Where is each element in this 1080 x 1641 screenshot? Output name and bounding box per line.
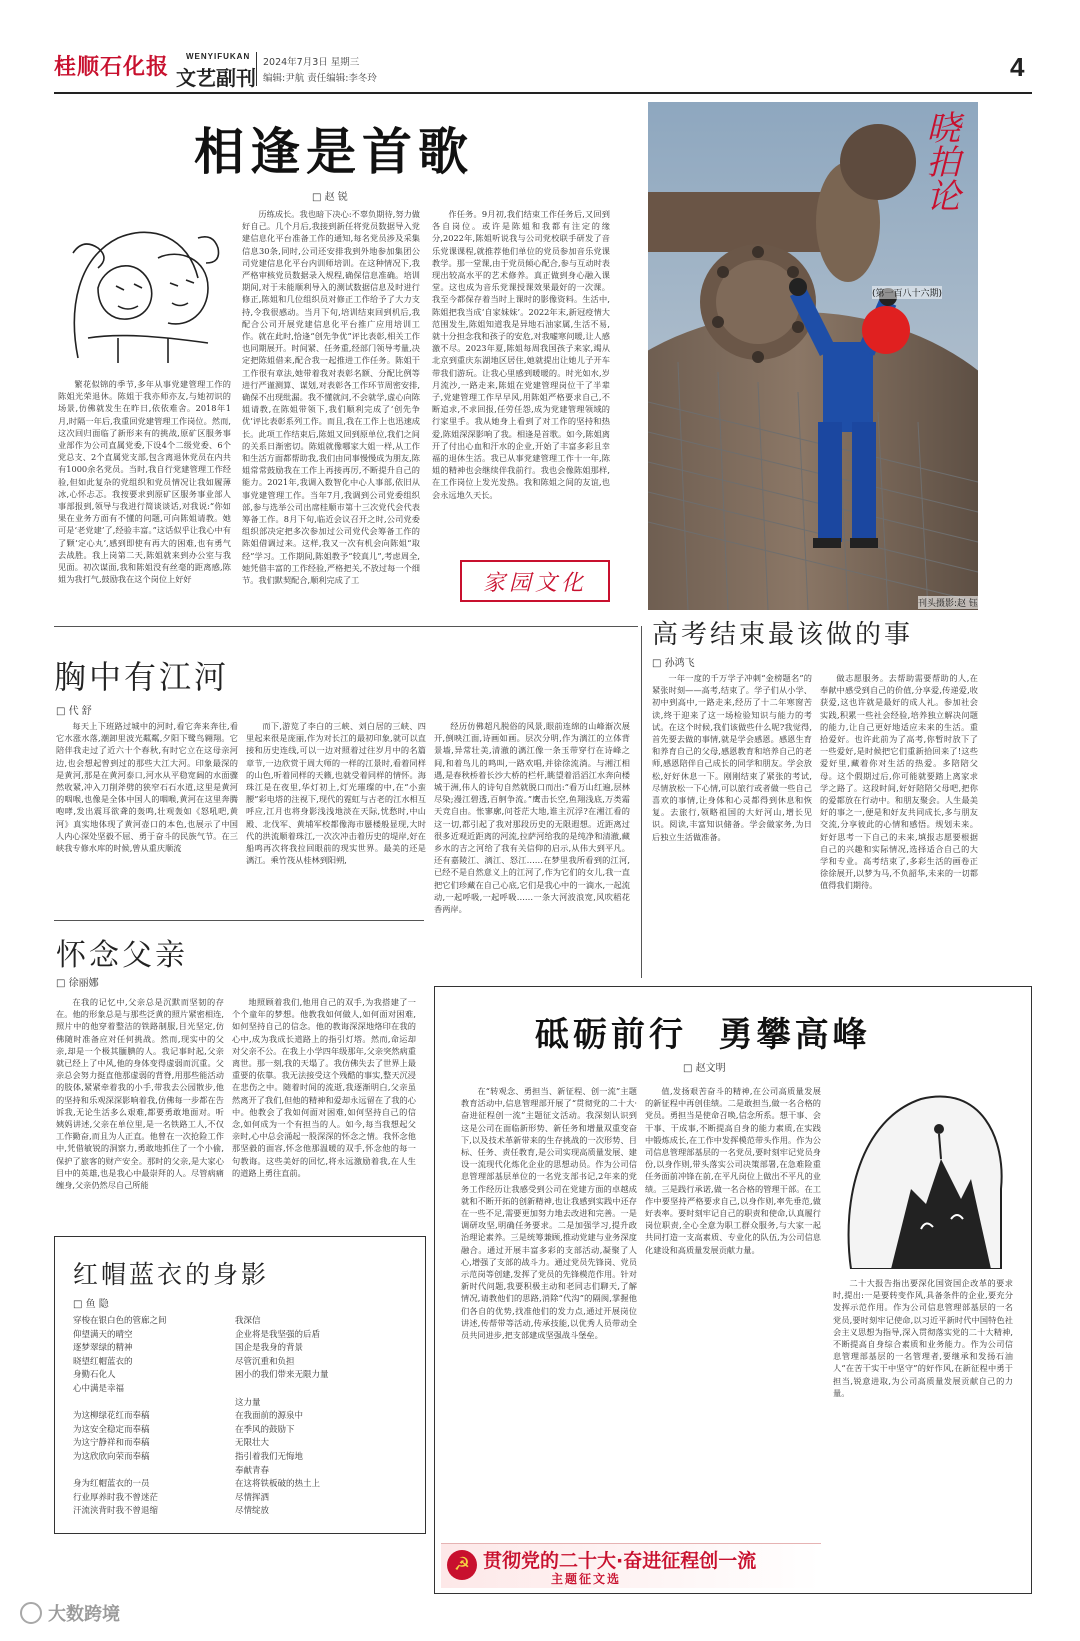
article-title: 相逢是首歌 [194,123,474,181]
article-column [242,208,420,613]
article-text: 地照顾着我们,他用自己的双手,为我搭建了一个个童年的梦想。他教我如何做人,如何面对困难,如何坚持自己的信念。他的教诲深深地烙印在我的心中,成为我成长道路上的指引灯塔。然而,命运却对父亲不公。在我上小学四年级那年,父亲突然病重离世。那一刻,我的天塌了。我仿佛失去了世界上最重要的依靠。我无法接受这个残酷的事实,整天沉浸在悲伤之中。随着时间的流逝,我逐渐明白,父亲虽然离开了我们,但他的精神和爱却永远留在了我的心中。他教会了我如何面对困难,如何坚持自己的信念,如何成为一个有担当的人。如今,每当我想起父亲时,心中总会涌起一股深深的怀念之情。我怀念他那坚毅的面容,怀念他那温暖的双手,怀念他的每一句教诲。这些美好的回忆,将永远激励着我,在人生的道路上勇往直前。 [232,997,416,1178]
poem-line: 晓望红帽蓝衣的 [73,1356,133,1367]
article-title: 砥砺前行 勇攀高峰 [535,1015,871,1055]
article-text: 作任务。9月初,我们结束工作任务后,又回到各自岗位。或许是陈姐和我都有注定的缘分,2022年,陈姐听说我与公司党校联手研发了音乐党课课程,就推荐他们单位的党员参加音乐党课教学。那一堂课,由于党员倾心配合,参与互动时表现出较高水平的艺术修养。真正做到身心融入课堂。这也成为音乐党课授课效果最好的一次课。我至今都保存着当时上课时的影像资料。生活中,陈姐把我当成‘自家妹妹’。2022年末,新冠疫情大范围发生,陈姐知道我是异地石油家属,生活不易,就十分担念我和孩子的安危,对我嘘寒问暖,让人感激不尽。2023年夏,陈姐每周我国孩子来家,竭从北京到重庆东湖地区居住,她就提出让她儿子开车带我们游玩。让我心里感到暖暖的。时光如水,岁月流沙,一路走来,陈姐在党建管理岗位干了半辈子,党建管理工作早早风,用陈姐严格要求自己,不断追求,不求回报,任劳任怨,成为党建管理领域的行家里手。我从她身上看到了对工作的坚持和热爱,陈姐深深影响了我。相逢是首歌。如今,陈姐离开了付出心血和汗水的企业,开始了丰富多彩且幸福的退休生活。我已从事党建管理工作十一年,陈姐的精神也会继续伴我前行。我也会像陈姐那样,在工作岗位上发光发热。我和陈姐之间的友谊,也会永远地久天长。 [432,209,610,500]
essay-box [434,986,1032,1594]
watermark-text: 大数跨境 [48,1604,120,1625]
article-byline: □ 代 舒 [56,706,92,717]
photo-column-issue: (第一百八十六期) [872,286,942,299]
article-text: 二十大报告指出要深化国资国企改革的要求时,提出:一是要转变作风,具备条件的企业,要充分发挥示范作用。作为公司信息管理部基层的一名党员,要时刻牢记使命,以习近平新时代中国特色社会主义思想为指导,深入贯彻落实党的二十大精神,不断提高自身综合素质和业务能力。作为公司信息管理部基层的一名管理者,要继承和发扬石油人“在苦干实干中坚守”的好作风,在新征程中勇于担当,锐意进取,为公司高质量发展贡献自己的力量。 [833,1278,1013,1398]
poem-line: 无限壮大 [235,1438,270,1449]
article-column [56,720,238,916]
section-name-en: WENYIFUKAN [186,52,251,61]
poem-line: 在这将铁板破的热土上 [235,1479,321,1490]
article-column [58,378,231,613]
poem-line: 奉献青春 [235,1465,270,1476]
article-title: 高考结束最该做的事 [652,620,914,650]
poem-line: 心中满是幸福 [73,1383,125,1394]
article-title: 胸中有江河 [54,658,230,696]
article-text: 值,发扬艰苦奋斗的精神,在公司高质量发展的新征程中再创佳绩。二是敢担当,做一名合格的党员。勇担当是使命召唤,信念所系。想干事、会干事、干成事,不断提高自身的能力素质,在实践中锻炼成长,在工作中发挥模范带头作用。作为公司信息管理部基层的一名党员,要时刻牢记党员身份,以身作则,带头落实公司决策部署,在急难险重任务面前冲锋在前,在平凡岗位上做出不平凡的业绩。三是践行承诺,做一名合格的管理干部。在工作中要坚持严格要求自己,以身作则,率先垂范,做好表率。要时刻牢记自己的职责和使命,认真履行岗位职责,全心全意为职工群众服务,与大家一起共同打造一支高素质、专业化的队伍,为公司信息化建设和高质量发展贡献力量。 [645,1086,821,1255]
party-emblem-icon: ☭ [447,1550,477,1580]
poem-left-stanza [73,1315,223,1519]
poem-line: 行业厚养时我不曾迷茫 [73,1492,159,1503]
poem-line: 为这安全稳定而奉稿 [73,1424,150,1435]
article-text: 繁花似锦的季节,多年从事党建管理工作的陈姐光荣退休。陈姐于我亦师亦友,与她初识的场景,仿佛就发生在昨日,依依难舍。2018年1月,时隔一年后,我重回党建管理工作岗位。然而,这次回归面临了新形来有的挑战,原矿区服务事业部作为公司直属党委,下设4个二级党委、6个党总支、2个直属党支部,包含离退休党员在内共有1000余名党员。当时,我自行党建管理工作经验,但如此复杂的党组织和党员情况让我如履薄冰,心怀忐忑。我按要求到原矿区服务事业部人事部报到,领导与我进行简谈谈话,对我说:“你如果在业务方面有不懂的问题,可向陈姐请教。她可是‘老党建’了,经验丰富。”这话似乎让我心中有了颗‘定心丸’,感到即使有再大的困难,也有勇气去战胜。我上岗第二天,陈姐就来到办公室与我见面。初次谋面,我和陈姐没有丝毫的距离感,陈姐为我打气,鼓励我在这个岗位上好好 [58,379,231,585]
poem-line: 困小的我们带来无限力量 [235,1370,329,1381]
article-column [246,720,426,916]
essay-banner [441,1543,821,1588]
article-text: 一年一度的千万学子冲刺“金榜题名”的紧张时刻——高考,结束了。学子们从小学、初中到高中,一路走来,经历了十二年寒窗苦读,终于迎来了这一场检验知识与能力的考试。在这个时候,我们该做些什么呢?我觉得,首先要去做的事情,就是学会感恩。感恩生育和养育自己的父母,感恩教育和培养自己的老师,感恩陪伴自己成长的同学和朋友。学会放松,好好休息一下。刚刚结束了紧张的考试,尽情放松一下心情,可以旅行或者做一些自己喜欢的事情,让身体和心灵都得到休息和恢复。去旅行,领略祖国的大好河山,增长见识。阅读,丰富知识储备。学会做家务,为日后独立生活做准备。 [652,673,812,842]
poem-line [235,1383,395,1397]
article-column [461,1085,637,1541]
poem-byline: □ 鱼 隐 [73,1299,109,1310]
poem-line: 身勤石化人 [73,1370,116,1381]
section-tag-text: 家园文化 [482,570,587,596]
poem-line: 汗流浃背时我不曾退缩 [73,1506,159,1517]
poem-line: 在季风的鼓励下 [235,1424,295,1435]
poem-line: 在我面前的源泉中 [235,1411,304,1422]
vertical-rule [641,626,642,978]
newspaper-logo: 桂顺石化报 [54,54,170,80]
article-byline: □ 徐丽娜 [56,978,99,989]
poem-line: 仰望满天的晴空 [73,1329,133,1340]
poem-line: 为这柳绿花红而奉稿 [73,1411,150,1422]
section-name: 文艺副刊 [176,66,256,90]
poem-line: 身为红帽蓝衣的一员 [73,1479,150,1490]
masthead-rule [54,92,1032,94]
article-column [432,208,610,550]
poem-line: 为这欣欣向荣而奉稿 [73,1451,150,1462]
article-text: 每天上下班路过城中的河时,看它奔来奔往,看它水涨水落,潮卸里波光粼粼,夕阳下鹭鸟翱翔。它陪伴我走过了近六十个春秋,有时它立在这母亲河边,也会想起曾到过的那些大江大河。印象最深的是黄河,那是在黄河泰口,河水从平稳宽阔的水面骤然收紧,冲入刀削斧劈的狭窄石石水道,这里是黄河的咽喉,也像是全体中国人的咽喉,黄河在这里奔腾咆哮,发出震耳欲聋的轰鸣,壮观轰如《怒吼吧,黄河》真实地体现了黄河壶口的本色,也展示了中国人内心深处坚毅不屈、勇于奋斗的民族气节。在三峡我专修水库的时候,曾从重庆顺流 [56,721,238,854]
article-column [652,672,812,974]
article-text: 历练成长。我也暗下决心:不辜负期待,努力做好自己。几个月后,我接到新任将党员数据导入党建信息化平台准备工作的通知,每名党员涉及采集信息30条,同时,公司还安排我到外地参加集团公司党建信息化平台内训师培训。在这种情况下,我严格审核党员数据录入规程,确保信息准确。培训期间,对于未能顺利导入的测试数据信息及时进行修正,陈姐和几位组织员对修正工作给予了大力支持,令我很感动。当月下旬,培训结束回到机后,我配合公司开展党建信息化平台推广应用培训工作。就在此时,恰逢“创先争优”评比表彰,相关工作也同期展开。时间紧、任务重,经部门领导考量,决定把陈姐借来,配合我一起推进工作任务。陈姐干工作很有章法,她带着我对表彰名额、分配比例等进行严谨测算、谋划,对表彰各工作环节周密安排,确保不出现纰漏。我不懂就问,不会就学,虚心向陈姐请教,在陈姐带领下,我们顺利完成了‘创先争优’评比表彰系列工作。而且,我在工作上也迅速成长。此项工作结束后,陈姐又回到原单位,我们之间的关系日渐密切。陈姐就像哪家大姐一样,从工作和生活方面都帮助我,我们由同事慢慢成为朋友,陈姐常常鼓励我在工作上再接再厉,不断提升自己的能力。2021年,我调入数智化中心人事部,依旧从事党建管理工作。当年7月,我调到公司党委组织部,参与选举公司出席桂顺市第十三次党代会代表筹备工作。8月下旬,临近会议召开之时,公司党委组织部决定把多次参加过公司党代会筹备工作的陈姐借调过来。这样,我又一次有机会向陈姐“取经”学习。工作期间,陈姐教予“较真儿”,考虑周全,她凭借丰富的工作经验,严格把关,不放过每一个细节。我们默契配合,顺利完成了工 [242,209,420,586]
article-text: 在“转观念、勇担当、新征程、创一流”主题教育活动中,信息管理部开展了“贯彻党的二十大·奋进征程创一流”主题征文活动。我深刻认识到这是公司在面临新形势、新任务和增量双重变奋下,以及技术革新带来的生存挑战的一次形势、目标、任务、责任教育,是公司实现高质量发展、建设一流现代化炼化企业的思想动员。作为公司信息管理部基层单位的一名党支部书记,2年来的党务工作经历让我感受到公司在党建方面的卓越成就和不断开拓的创新精神,也让我感到实践中还存在一些不足,需要更加努力地去改进和完善。一是调研攻坚,明确任务要求。二是加强学习,提升政治理论素养。三是统筹兼顾,推动党建与业务深度融合。通过开展丰富多彩的支部活动,凝聚了人心,增强了支部的战斗力。通过党员先锋岗、党员示范岗等创建,发挥了党员的先锋模范作用。针对新时代问题,我要积极主动和老同志们聊天,了解情况,请教他们的思路,消除“代沟”的隔阂,掌握他们各自的优势,找准他们的发力点,通过开展岗位讲述,传帮带等活动,传承技能,以优秀人员带动全员共同进步,把支部建成坚强战斗堡垒。 [461,1086,637,1341]
masthead-divider [256,52,257,86]
poem-line: 企业将是我坚强的后盾 [235,1329,321,1340]
article-column [833,1277,1013,1573]
poem-line: 穿梭在银白色的管廊之间 [73,1316,167,1326]
poem-line: 指引着我们无悔地 [235,1451,304,1462]
line-art-illustration [58,218,228,368]
essay-banner-text: 贯彻党的二十大·奋进征程创一流 [483,1550,757,1572]
poem-line: 我深信 [235,1316,261,1326]
photo-caption: 刊头摄影:赵 钰 [918,596,978,609]
section-tag [460,560,610,602]
article-column [434,720,630,976]
date-line: 2024年7月3日 星期三 [263,57,360,68]
horizontal-rule [54,626,638,627]
photo-column-name: 晓拍论 [920,110,960,212]
article-text: 做志愿服务。去帮助需要帮助的人,在奉献中感受到自己的价值,分享爱,传递爱,收获爱,这也许就是最好的成人礼。参加社会实践,积累一些社会经验,培养独立解决问题的能力,让自己更好地适应未来的生活。重拾爱好。也许此前为了高考,你暂时放下了一些爱好,是时候把它们重新拾回来了!这些爱好里,藏着你对生活的热爱。多陪陪父母。这个假期过后,你可能就要踏上离家求学之路了。这段时间,好好陪陪父母吧,把你的爱都放在行动中。和朋友聚会。人生最美好的事之一,便是和好友共同成长,多与朋友交流,分享彼此的心情和感悟。规划未来。好好思考一下自己的未来,填报志愿要根据自己的兴趣和实际情况,选择适合自己的大学和专业。高考结束了,多彩生活的画卷正徐徐展开,以梦为马,不负韶华,未来的一切都值得我们期待。 [820,673,978,891]
horizontal-rule [54,920,424,921]
poem-line: 尽情挥洒 [235,1492,270,1503]
poem-line [73,1465,223,1479]
article-column [645,1085,821,1541]
article-byline: □ 赵文明 [683,1063,726,1074]
poem-line: 为这宁静祥和而奉稿 [73,1438,150,1449]
watermark [20,1600,120,1626]
page-number: 4 [1010,52,1025,82]
watermark-logo-icon [20,1602,42,1624]
article-byline: □ 孙鸿飞 [652,658,695,669]
essay-banner-subtext: 主题征文选 [551,1572,622,1586]
climber-illustration [831,1079,1011,1269]
editor-line: 编辑:尹航 责任编辑:李冬玲 [263,73,377,84]
article-text: 在我的记忆中,父亲总是沉默而坚韧的存在。他的形象总是与那些泛黄的照片紧密相连,照片中的他穿着整洁的铁路制服,目光坚定,仿佛随时准备应对任何挑战。然而,现实中的父亲,却是一个极其腼腆的人。我记事时起,父亲就已经上了中风,他的身体变得虚弱而沉重。父亲总会努力挺直他那虚弱的背脊,用那些能活动的肢体,紧紧牵着我的小手,带我去公园散步,他的坚持和乐观深深影响着我,仿佛每一步都在告诉我,无论生活多么艰难,都要勇敢地面对。听姨妈讲述,父亲在单位里,是一名铁路工人,不仅工作勤奋,而且为人正直。他曾在一次抢险工作中,凭借敏锐的洞察力,勇敢地抓住了一个小偷,保护了旅客的财产安全。那时的父亲,是大家心目中的英雄,也是我心中最崇拜的人。尽管病痛缠身,父亲仍然尽自己所能 [56,997,224,1191]
poem-line: 国企是我身的背景 [235,1343,304,1354]
poem-right-stanza [235,1315,395,1519]
poem-title: 红帽蓝衣的身影 [73,1260,270,1289]
article-column [232,996,416,1222]
article-title: 怀念父亲 [56,938,188,973]
poem-line: 这力量 [235,1397,261,1408]
article-column [820,672,978,974]
article-column [56,996,224,1222]
article-byline: □ 赵 锐 [312,192,348,203]
poem-line: 尽管沉重和负担 [235,1356,295,1367]
poem-box [54,1236,426,1534]
article-text: 经历仿佛超凡脱俗的风景,眼前连绵的山峰渐次展开,倒映江面,诗画如画。层次分明,作为漓江的立体背景墙,异常壮美,清澈的漓江像一条玉带穿行在诗峰之间,和着鸟儿的鸣叫,一路欢唱,并徐徐流淌。与湘江相遇,是春秋桥着长沙大桥的栏杆,眺望着滔滔江水奔向楼城于洲,伟人的诗句自然就脱口而出:“看万山红遍,层林尽染;漫江碧透,百舸争流。”鹰击长空,鱼翔浅底,万类霜天竞自由。怅寥廓,问苍茫大地,谁主沉浮?在湘江看的这一切,都引起了我对那段历史的无限遐想。近距离过很多近观近距离的河流,拉萨河给我的是纯净和清澈,藏乡水的吉之河给了我有关信仰的启示,从伟大到平凡。还有嘉陵江、漓江、怒江……在梦里我所看到的江河,已经不是自然意义上的江河了,作为它们的女儿,我一直把它们珍藏在自己心底,它们是我心中的一滴水,一起流动,一起呼吸,一起呼吸……一条大河波浪宽,风吹稻花香两岸。 [434,721,630,915]
poem-line: 逐梦翠绿的精神 [73,1343,133,1354]
poem-line [73,1397,223,1411]
poem-line: 尽情绽放 [235,1506,270,1517]
article-text: 而下,游览了李白的三峡、刘白居的三峡、四里起来很是庞丽,作为对长江的最初印象,就可以直接和历史连线,可以一边对照着过往岁月中的名篇章节,一边欣赏于周大师的一样的江景时,看着同样的山色,听着同样的天籁,也就受着同样的情怀。海珠江是在夜里,华灯初上,灯光璀璨的中,在“小蛮腰”彩电塔的注视下,现代的霓虹与古老的江水相互呼应,江月也将身影浅浅地淡在天际,忧愁时,中山殿、北伐军、黄埔军校都像海市蜃楼般显现,大时代的洪流顺着珠江,一次次冲击着历史的堤岸,好在船鸣再次将我拉回眼前的现实世界。最美的还是漓江。乘竹筏从桂林到阳朔, [246,721,426,866]
